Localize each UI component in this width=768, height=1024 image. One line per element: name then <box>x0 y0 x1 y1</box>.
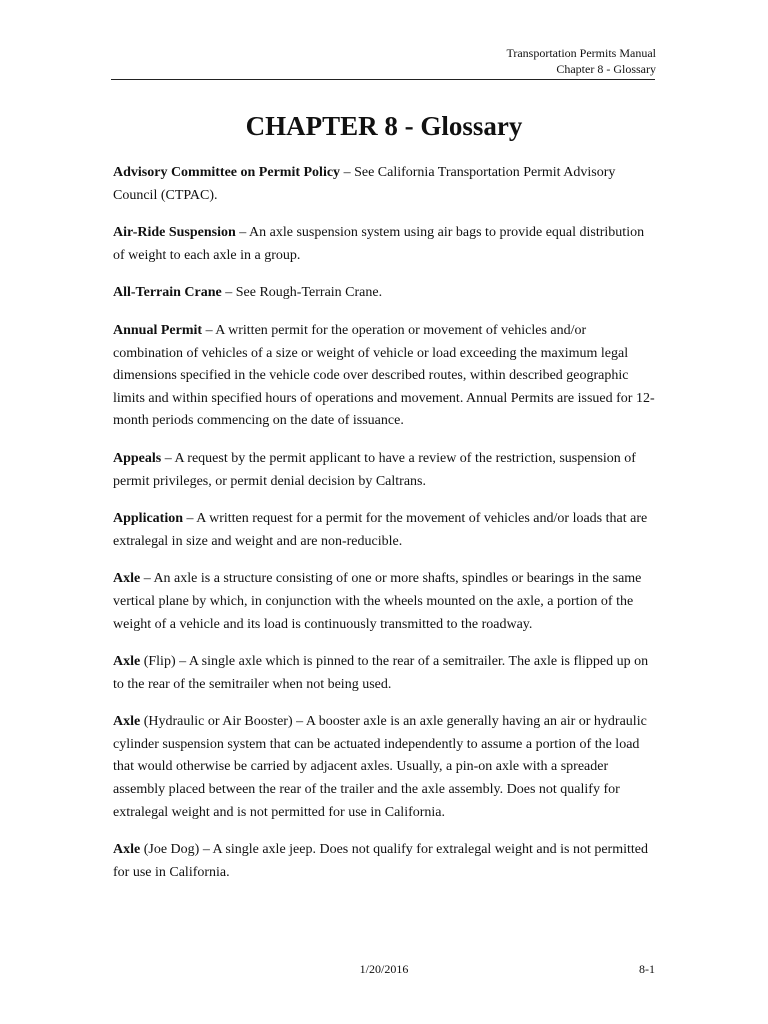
entry-definition: – A written request for a permit for the movement of vehicles and/or loads that are extralegal in size and weight and are non-reducible. <box>113 511 648 549</box>
header-rule <box>111 79 655 80</box>
glossary-entry <box>113 222 659 267</box>
entry-definition: – A booster axle is an axle generally having an air or hydraulic cylinder suspension system that can be actuated independently to assume a portion of the load that would otherwise be carried by adjacent axles. Usually, a pin-on axle with a spreader assembly placed between the rear of the trailer and the axle assembly. Does not qualify for extralegal weight and is not permitted for use in California. <box>113 714 647 820</box>
entry-term: All-Terrain Crane <box>113 285 222 301</box>
entry-term: Axle <box>113 571 141 587</box>
entry-term: Annual Permit <box>113 322 203 338</box>
entry-qualifier: (Joe Dog) <box>143 842 200 858</box>
entry-qualifier: (Hydraulic or Air Booster) <box>143 714 293 730</box>
footer-date: 1/20/2016 <box>359 962 409 976</box>
glossary-entry <box>113 651 659 696</box>
glossary-entry <box>113 839 659 884</box>
glossary-list <box>113 162 659 899</box>
entry-definition: – A single axle which is pinned to the rear of a semitrailer. The axle is flipped up on to the rear of the semitrailer when not being used. <box>113 654 649 692</box>
entry-term: Application <box>113 511 184 527</box>
chapter-label: Chapter 8 - Glossary <box>556 61 656 76</box>
entry-term: Axle <box>113 654 141 670</box>
glossary-entry <box>113 448 659 493</box>
glossary-entry <box>113 320 659 433</box>
entry-term: Appeals <box>113 450 162 466</box>
entry-term: Axle <box>113 842 141 858</box>
glossary-entry <box>113 568 659 636</box>
glossary-entry <box>113 282 659 305</box>
glossary-entry <box>113 711 659 824</box>
entry-definition: – An axle is a structure consisting of one or more shafts, spindles or bearings in the same vertical plane by which, in conjunction with the wheels mounted on the axle, a portion of the weight of a vehicle and its load is continuously transmitted to the roadway. <box>113 571 642 632</box>
entry-definition: – A request by the permit applicant to have a review of the restriction, suspension of permit privileges, or permit denial decision by Caltrans. <box>113 450 636 489</box>
page-title: CHAPTER 8 - Glossary <box>245 111 523 141</box>
page-number: 8-1 <box>639 962 655 976</box>
glossary-entry <box>113 162 659 207</box>
entry-term: Axle <box>113 714 141 730</box>
glossary-entry <box>113 508 659 553</box>
entry-definition: – See California Transportation Permit Advisory Council (CTPAC). <box>113 165 616 203</box>
page-header <box>506 46 656 77</box>
entry-definition: – An axle suspension system using air bags to provide equal distribution of weight to each axle in a group. <box>113 225 645 263</box>
entry-qualifier: (Flip) <box>143 654 176 670</box>
entry-term: Advisory Committee on Permit Policy <box>113 165 341 180</box>
manual-title: Transportation Permits Manual <box>506 46 656 60</box>
entry-definition: – A single axle jeep. Does not qualify for extralegal weight and is not permitted for use in California. <box>113 842 648 880</box>
entry-definition: – A written permit for the operation or movement of vehicles and/or combination of vehicles of a size or weight of vehicle or load exceeding the maximum legal dimensions specified in the vehicle code over described routes, within described geographic limits and within specified hours of operations and movement. Annual Permits are issued for 12-month periods commencing on the date of issuance. <box>113 322 655 429</box>
entry-term: Air-Ride Suspension <box>113 225 236 241</box>
entry-definition: – See Rough-Terrain Crane. <box>225 285 383 301</box>
